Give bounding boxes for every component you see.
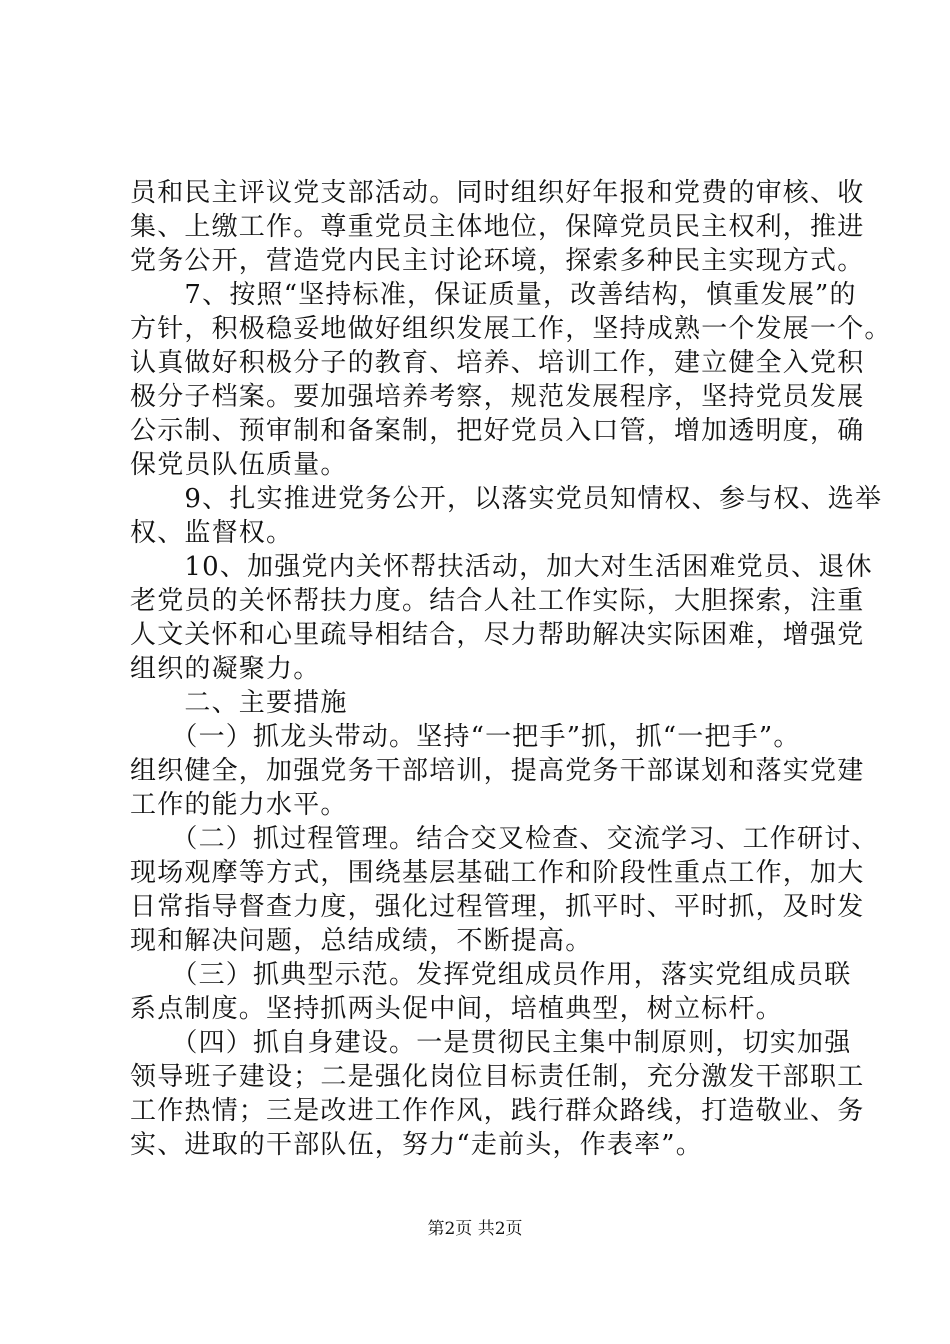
paragraph-line: 人文关怀和心里疏导相结合，尽力帮助解决实际困难，增强党 [130,620,865,650]
paragraph-line: 党务公开，营造党内民主讨论环境，探索多种民主实现方式。 [130,246,865,276]
paragraph-line: 系点制度。坚持抓两头促中间，培植典型，树立标杆。 [130,994,783,1024]
paragraph-line: （一）抓龙头带动。坚持“一把手”抓，抓“一把手”。 [130,722,801,752]
paragraph-line: 10、加强党内关怀帮扶活动，加大对生活困难党员、退休 [130,552,873,582]
paragraph-line: 7、按照“坚持标准，保证质量，改善结构，慎重发展”的 [130,280,857,310]
paragraph-line: 权、监督权。 [130,518,294,548]
paragraph-line: 员和民主评议党支部活动。同时组织好年报和党费的审核、收 [130,178,865,208]
paragraph-line: 9、扎实推进党务公开，以落实党员知情权、参与权、选举 [130,484,883,514]
page-footer: 第2页 共2页 [427,1219,523,1239]
paragraph-line: 保党员队伍质量。 [130,450,348,480]
section-heading: 二、主要措施 [130,688,348,718]
paragraph-line: 组织的凝聚力。 [130,654,321,684]
paragraph-line: 日常指导督查力度，强化过程管理，抓平时、平时抓，及时发 [130,892,865,922]
paragraph-line: 组织健全，加强党务干部培训，提高党务干部谋划和落实党建 [130,756,865,786]
paragraph-line: 老党员的关怀帮扶力度。结合人社工作实际，大胆探索，注重 [130,586,865,616]
paragraph-line: 实、进取的干部队伍，努力“走前头，作表率”。 [130,1130,703,1160]
paragraph-line: （二）抓过程管理。结合交叉检查、交流学习、工作研讨、 [130,824,879,854]
paragraph-line: 工作热情；三是改进工作作风，践行群众路线，打造敬业、务 [130,1096,865,1126]
paragraph-line: 方针，积极稳妥地做好组织发展工作，坚持成熟一个发展一个。 [130,314,892,344]
paragraph-line: 极分子档案。要加强培养考察，规范发展程序，坚持党员发展 [130,382,865,412]
paragraph-line: （四）抓自身建设。一是贯彻民主集中制原则，切实加强 [130,1028,852,1058]
paragraph-line: 集、上缴工作。尊重党员主体地位，保障党员民主权利，推进 [130,212,865,242]
paragraph-line: 工作的能力水平。 [130,790,348,820]
paragraph-line: 领导班子建设；二是强化岗位目标责任制，充分激发干部职工 [130,1062,865,1092]
paragraph-line: 公示制、预审制和备案制，把好党员入口管，增加透明度，确 [130,416,865,446]
paragraph-line: 认真做好积极分子的教育、培养、培训工作，建立健全入党积 [130,348,865,378]
paragraph-line: （三）抓典型示范。发挥党组成员作用，落实党组成员联 [130,960,852,990]
paragraph-line: 现和解决问题，总结成绩，不断提高。 [130,926,593,956]
paragraph-line: 现场观摩等方式，围绕基层基础工作和阶段性重点工作，加大 [130,858,865,888]
